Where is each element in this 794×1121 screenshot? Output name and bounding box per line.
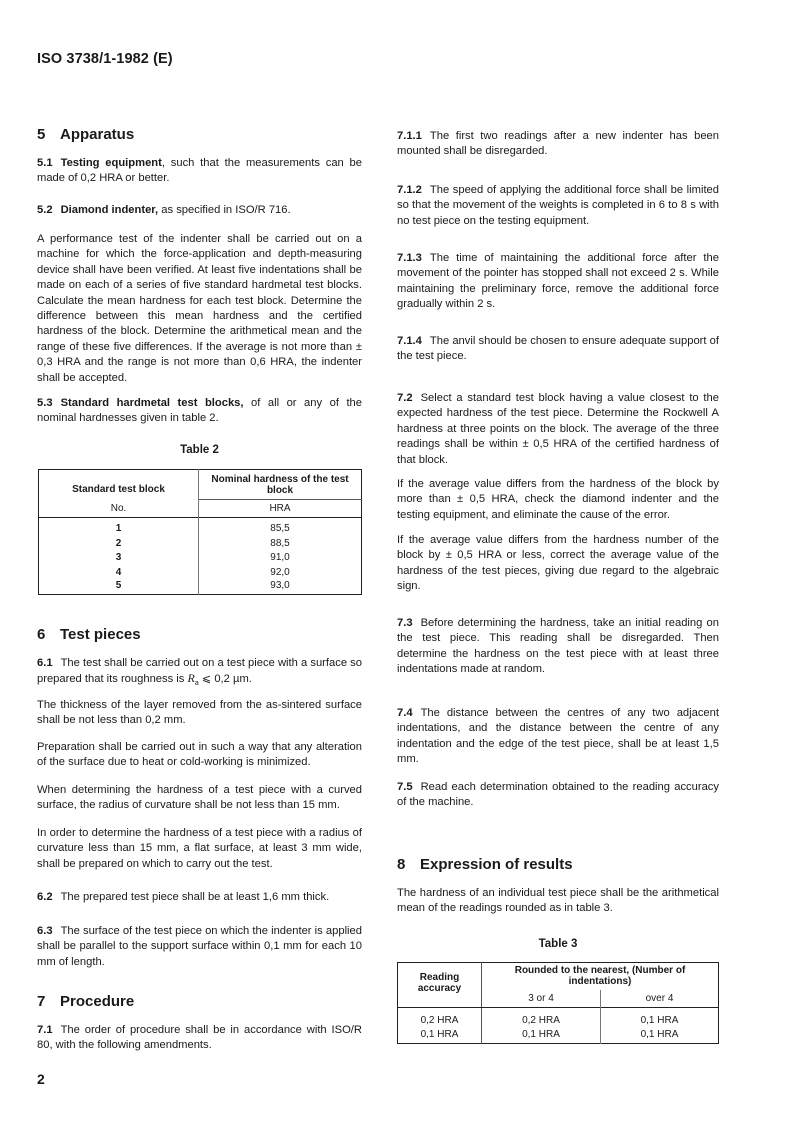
table-row [39,536,362,551]
rounded-3or4: 0,1 HRA [482,1026,601,1044]
clause-term: Standard hardmetal test blocks, [60,397,244,409]
section-title: Expression of results [420,856,573,873]
clause-text: of all or any of the nominal hardnesses given in table 2. [37,397,362,425]
table-2-header-block: Standard test block [39,470,199,500]
block-number: 5 [39,580,199,595]
clause-text: Select a standard test block having a value closest to the expected hardness of the test piece. Determine the Rockwell A hardness at three points on the block. The average of the three readings shall be within ± 0,5 HRA of the certified hardness of that block. [397,392,719,466]
table-2 [38,469,362,595]
table-3-subheader-over4: over 4 [645,992,674,1004]
clause-text: Read each determination obtained to the reading accuracy of the machine. [397,781,719,809]
table-3-subheader-3or4: 3 or 4 [482,990,601,1008]
clause-text: The anvil should be chosen to ensure adequate support of the test piece. [397,335,719,363]
paragraph-preparation: Preparation shall be carried out in such a way that any alteration of the surface due to heat or cold-working is minimized. [37,741,362,769]
table-3 [397,962,719,1044]
clause-text: The test shall be carried out on a test piece with a surface so prepared that its roughness is [37,657,362,686]
table-2-caption: Table 2 [180,444,219,456]
section-number: 5 [37,126,46,143]
clause-number: 7.1.4 [397,335,422,347]
table-3-header-rounded: Rounded to the nearest, (Number of indentations) [514,965,686,988]
nominal-hardness: 88,5 [270,537,290,549]
clause-7-5 [397,780,719,811]
clause-text-end: ⩽ 0,2 µm. [198,673,252,686]
nominal-hardness: 92,0 [270,566,290,578]
table-3-header-accuracy: Reading accuracy [398,963,482,1008]
section-5-heading [37,126,362,143]
reading-accuracy: 0,2 HRA [398,1008,482,1026]
clause-number: 7.1.2 [397,184,422,196]
clause-text: The time of maintaining the additional force after the movement of the pointer has stopped shall not exceed 2 s. While maintaining the preliminary force, remove the additional force gradually within 2 s. [397,252,719,311]
roughness-symbol: R [187,671,195,686]
block-number: 1 [39,522,199,537]
clause-number: 7.1.1 [397,130,422,142]
block-number: 2 [39,536,199,551]
clause-number: 7.1.3 [397,252,422,264]
clause-number: 7.3 [397,617,413,629]
clause-number: 7.4 [397,707,413,719]
table-2-subheader-no: No. [39,500,199,518]
clause-7-1-1 [397,129,719,160]
table-2-header-hardness: Nominal hardness of the test block [199,470,362,500]
clause-text: Before determining the hardness, take an initial reading on the test piece. This reading shall be disregarded. Then determine the hardness on the test piece with at least three indentations made at random. [397,617,719,676]
paragraph-expression-results: The hardness of an individual test piece shall be the arithmetical mean of the readings rounded as in table 3. [397,887,719,915]
roughness-subscript: a [194,680,199,688]
section-7-heading [37,993,362,1010]
clause-7-3 [397,616,719,678]
clause-number: 5.2 [37,204,53,216]
clause-text: The distance between the centres of any two adjacent indentations, and the distance between the centre of any indentation and the edge of the test piece, shall be at least 1,5 mm. [397,707,719,766]
clause-term: Diamond indenter, [60,204,159,216]
clause-number: 7.1 [37,1024,53,1036]
clause-number: 6.2 [37,891,53,903]
paragraph-correct-average: If the average value differs from the hardness number of the block by ± 0,5 HRA or less, correct the average value of the hardness of the test pieces, giving due regard to the algebraic sign. [397,534,719,593]
table-row [39,551,362,566]
section-8-heading [397,856,719,873]
clause-6-2 [37,890,362,905]
block-number: 4 [39,565,199,580]
clause-text: , such that the measurements can be made of 0,2 HRA or better. [37,157,362,185]
block-number: 3 [39,551,199,566]
table-row [39,580,362,595]
clause-6-1 [37,656,362,692]
section-number: 6 [37,626,46,643]
table-3-caption: Table 3 [538,938,578,950]
section-number: 7 [37,993,46,1010]
document-id: ISO 3738/1-1982 (E) [37,51,173,67]
clause-5-3 [37,396,362,427]
clause-number: 5.3 [37,397,53,409]
clause-text: The order of procedure shall be in accordance with ISO/R 80, with the following amendments. [37,1024,362,1052]
clause-text: The first two readings after a new indenter has been mounted shall be disregarded. [397,130,719,158]
table-row [398,1008,719,1026]
clause-number: 5.1 [37,157,53,169]
section-title: Apparatus [60,126,135,143]
clause-text: The speed of applying the additional force shall be limited so that the movement of the weights is completed in 6 to 8 s with no test piece on the testing equipment. [397,184,719,227]
clause-number: 6.3 [37,925,53,937]
nominal-hardness: 93,0 [270,579,290,591]
table-row [39,565,362,580]
section-title: Test pieces [60,626,141,643]
clause-number: 6.1 [37,657,53,669]
clause-7-1-2 [397,183,719,229]
rounded-3or4: 0,2 HRA [482,1008,601,1026]
paragraph-curved-surface: When determining the hardness of a test piece with a curved surface, the radius of curvature shall be not less than 15 mm. [37,784,362,812]
clause-text: as specified in ISO/R 716. [158,204,291,216]
section-title: Procedure [60,993,135,1010]
paragraph-check-indenter: If the average value differs from the hardness of the block by more than ± 0,5 HRA, check the diamond indenter and the testing equipment, and eliminate the cause of the error. [397,478,719,521]
clause-6-3 [37,924,362,970]
rounded-over4: 0,1 HRA [640,1028,679,1040]
clause-7-4 [397,706,719,768]
nominal-hardness: 91,0 [270,552,290,564]
clause-7-2 [397,391,719,468]
paragraph-indenter-performance: A performance test of the indenter shall be carried out on a machine for which the force-application and depth-measuring device shall have been verified. At least five indentations shall be made on each of a series of five standard hardmetal test blocks. Calculate the mean hardness for each test block. Determine the difference between this mean hardness and the certified hardness of the block. Determine the arithmetical mean and the range of these five differences. If the average is not more than ± 0,3 HRA and the range is not more than 0,6 HRA, the indenter shall be accepted. [37,233,362,384]
rounded-over4: 0,1 HRA [640,1014,679,1026]
clause-text: The surface of the test piece on which the indenter is applied shall be parallel to the support surface within 0,1 mm for each 10 mm of length. [37,925,362,968]
clause-number: 7.2 [397,392,413,404]
clause-5-2 [37,203,362,218]
paragraph-flat-surface: In order to determine the hardness of a test piece with a radius of curvature less than 15 mm, a flat surface, at least 3 mm wide, shall be prepared on which to carry out the test. [37,827,362,870]
clause-text: The prepared test piece shall be at least 1,6 mm thick. [60,891,330,903]
clause-number: 7.5 [397,781,413,793]
clause-7-1 [37,1023,362,1054]
paragraph-layer-thickness: The thickness of the layer removed from the as-sintered surface shall be not less than 0,2 mm. [37,699,362,727]
section-number: 8 [397,856,406,873]
reading-accuracy: 0,1 HRA [398,1026,482,1044]
clause-5-1 [37,156,362,187]
clause-7-1-3 [397,251,719,313]
table-row [398,1026,719,1044]
page-number: 2 [37,1071,45,1087]
clause-7-1-4 [397,334,719,365]
section-6-heading [37,626,362,643]
table-row [39,522,362,537]
clause-term: Testing equipment [60,157,162,169]
nominal-hardness: 85,5 [270,523,290,535]
table-2-subheader-hra: HRA [269,503,291,514]
